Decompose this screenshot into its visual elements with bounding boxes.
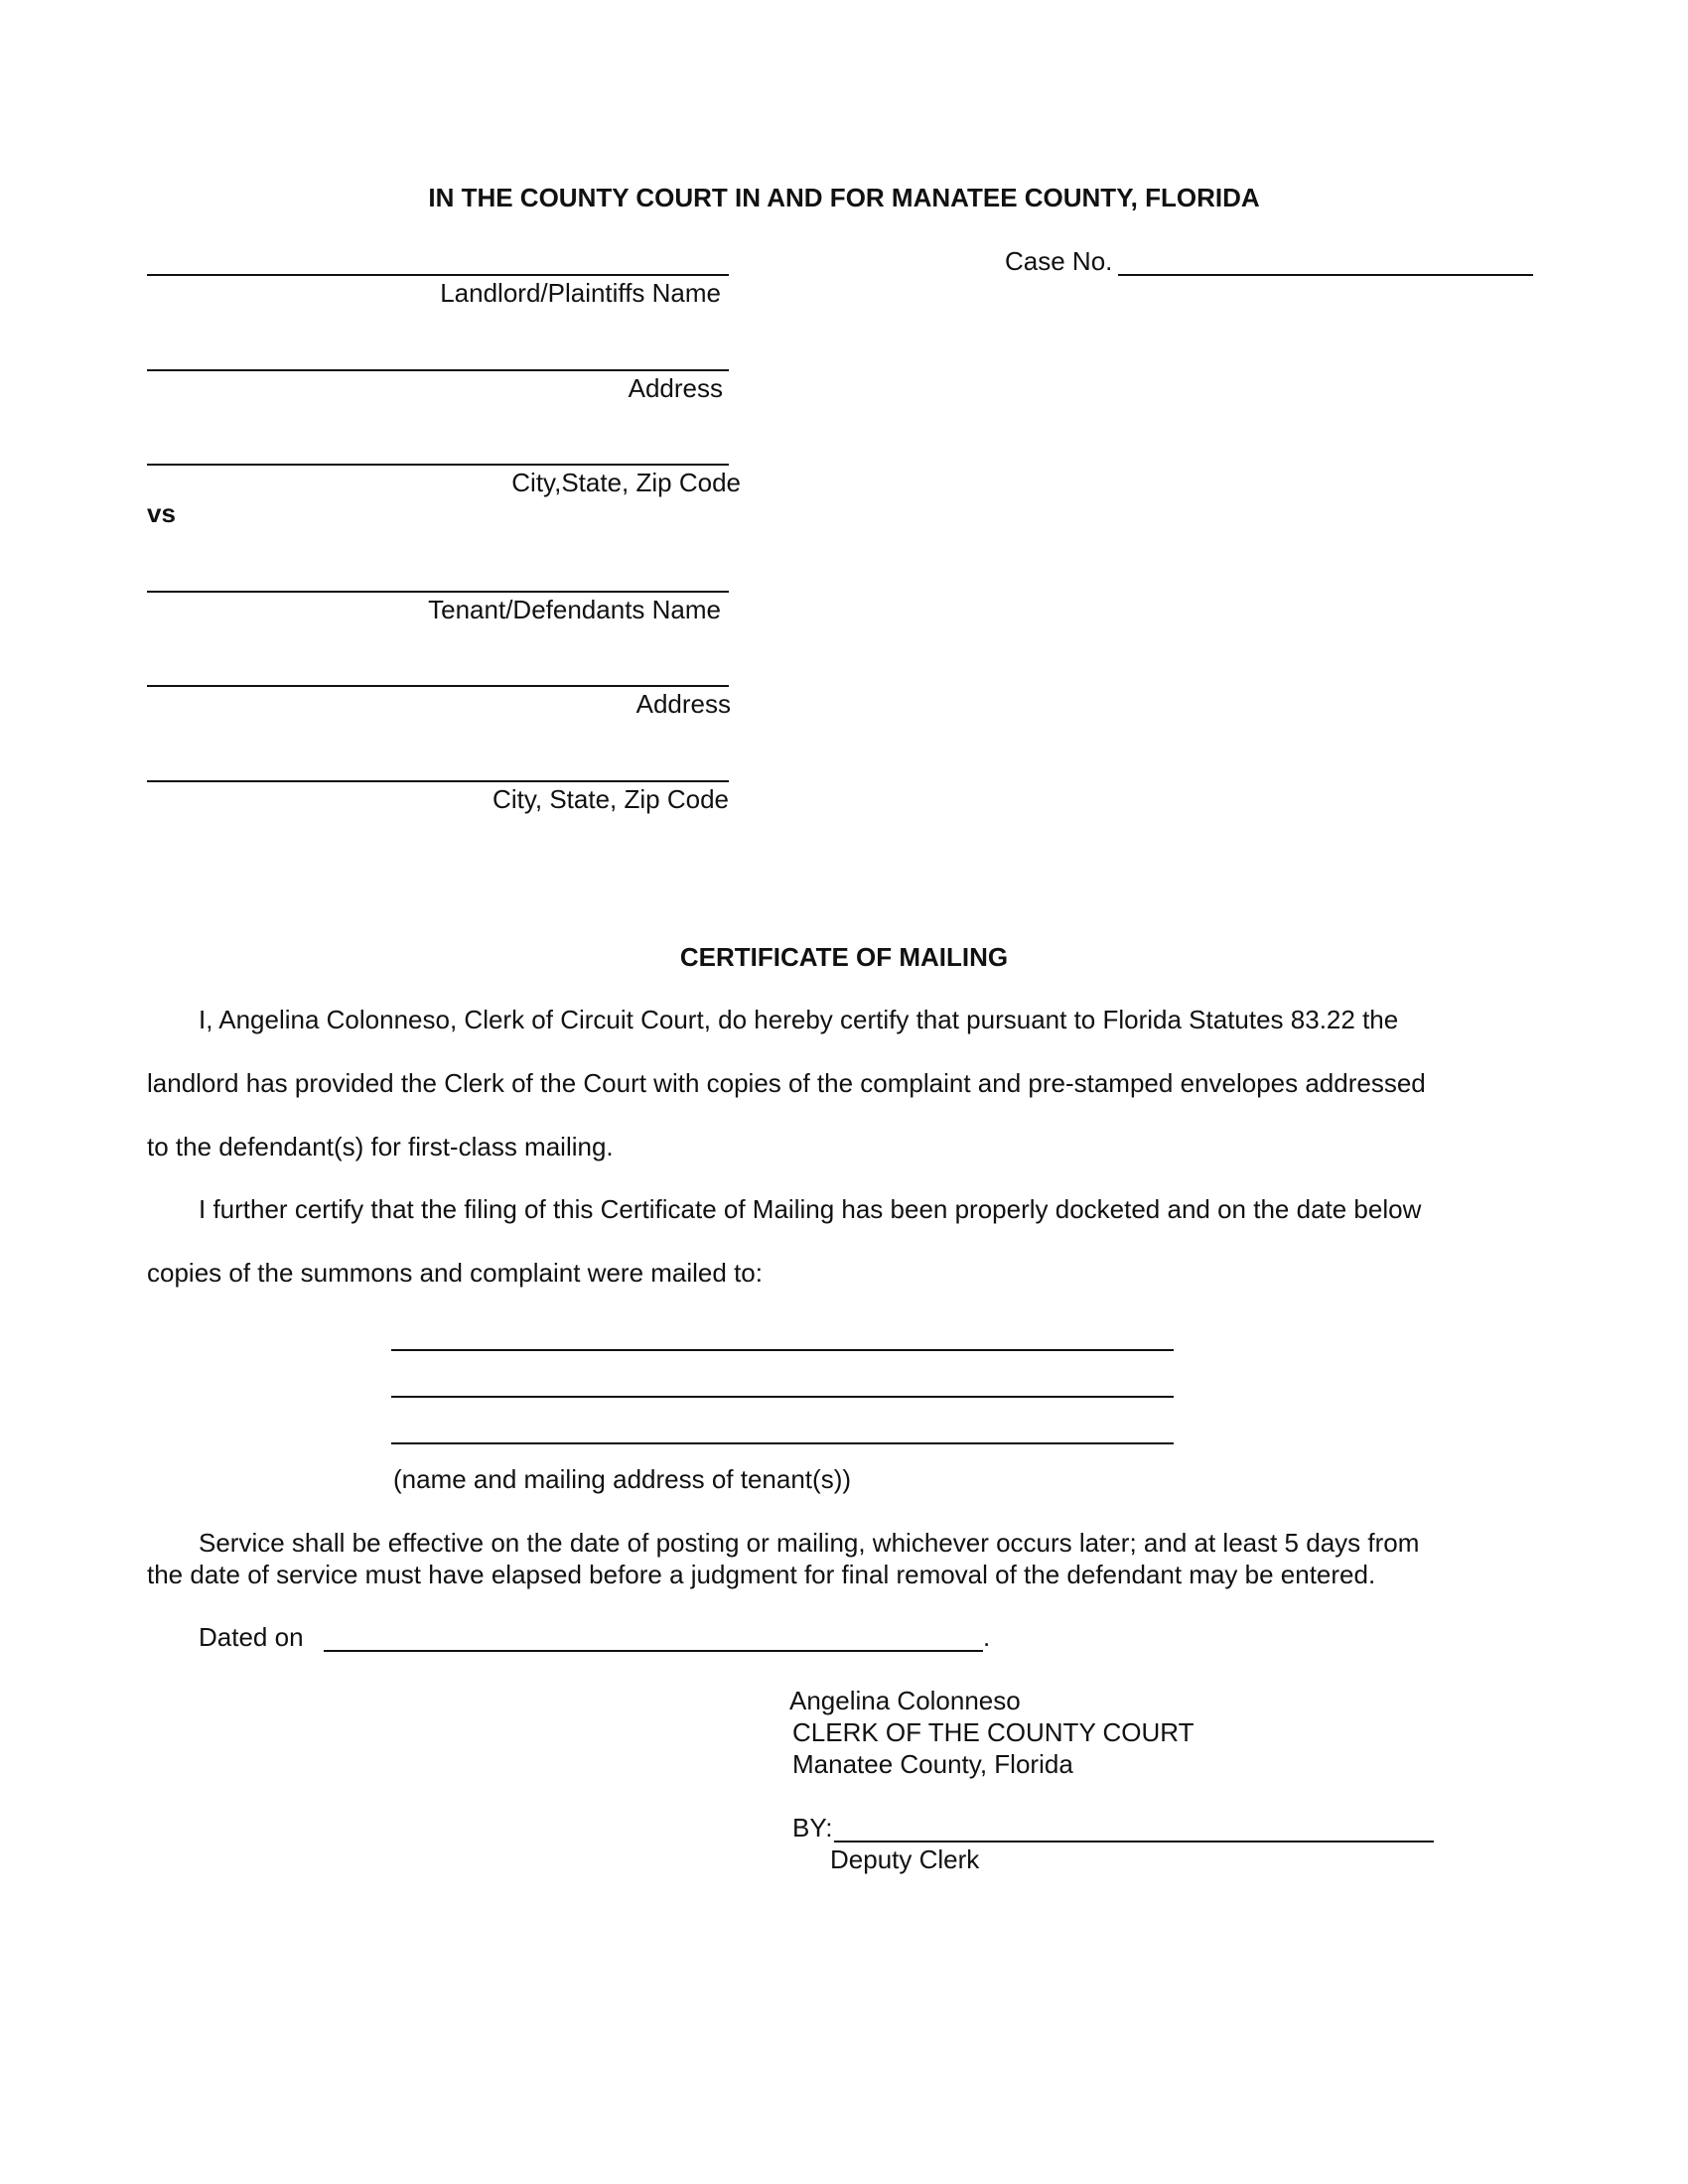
defendant-city-field[interactable] — [147, 780, 729, 782]
deputy-clerk-label: Deputy Clerk — [830, 1844, 980, 1874]
clerk-title: CLERK OF THE COUNTY COURT — [792, 1717, 1195, 1747]
paragraph-2-line-1: I further certify that the filing of this Certificate of Mailing has been properly docketed and on the date below — [199, 1194, 1422, 1224]
defendant-address-field[interactable] — [147, 685, 729, 687]
plaintiff-city-label: City,State, Zip Code — [511, 468, 741, 497]
certificate-title: CERTIFICATE OF MAILING — [679, 942, 1009, 972]
plaintiff-address-field[interactable] — [147, 369, 729, 371]
clerk-county: Manatee County, Florida — [792, 1749, 1073, 1779]
case-number-field[interactable] — [1118, 274, 1533, 276]
paragraph-3-line-1: Service shall be effective on the date of posting or mailing, whichever occurs later; and at least 5 days from — [199, 1528, 1420, 1558]
dated-label: Dated on — [199, 1622, 304, 1652]
defendant-name-field[interactable] — [147, 591, 729, 593]
paragraph-1-line-2: landlord has provided the Clerk of the Court with copies of the complaint and pre-stamped envelopes addressed — [147, 1068, 1426, 1098]
dated-period: . — [983, 1622, 991, 1652]
paragraph-3-line-2: the date of service must have elapsed before a judgment for final removal of the defendant may be entered. — [147, 1560, 1376, 1589]
paragraph-1-line-1: I, Angelina Colonneso, Clerk of Circuit Court, do hereby certify that pursuant to Florida Statutes 83.22 the — [199, 1005, 1399, 1034]
deputy-signature-field[interactable] — [834, 1841, 1434, 1843]
defendant-city-label: City, State, Zip Code — [492, 784, 729, 814]
tenant-address-caption: (name and mailing address of tenant(s)) — [393, 1464, 852, 1494]
tenant-address-field-3[interactable] — [391, 1442, 1174, 1444]
tenant-address-field-2[interactable] — [391, 1396, 1174, 1398]
plaintiff-city-field[interactable] — [147, 464, 729, 466]
paragraph-1-line-3: to the defendant(s) for first-class mailing. — [147, 1132, 614, 1161]
plaintiff-address-label: Address — [628, 373, 723, 403]
tenant-address-field-1[interactable] — [391, 1349, 1174, 1351]
clerk-name: Angelina Colonneso — [789, 1686, 1021, 1715]
court-title: IN THE COUNTY COURT IN AND FOR MANATEE COUNTY, FLORIDA — [428, 183, 1260, 212]
plaintiff-name-label: Landlord/Plaintiffs Name — [440, 278, 721, 308]
dated-field[interactable] — [324, 1650, 983, 1652]
defendant-address-label: Address — [635, 689, 731, 719]
versus-label: vs — [147, 498, 176, 528]
plaintiff-name-field[interactable] — [147, 274, 729, 276]
defendant-name-label: Tenant/Defendants Name — [428, 595, 721, 624]
paragraph-2-line-2: copies of the summons and complaint were mailed to: — [147, 1258, 763, 1288]
case-number-label: Case No. — [1005, 246, 1113, 276]
signature-by-label: BY: — [792, 1813, 833, 1843]
